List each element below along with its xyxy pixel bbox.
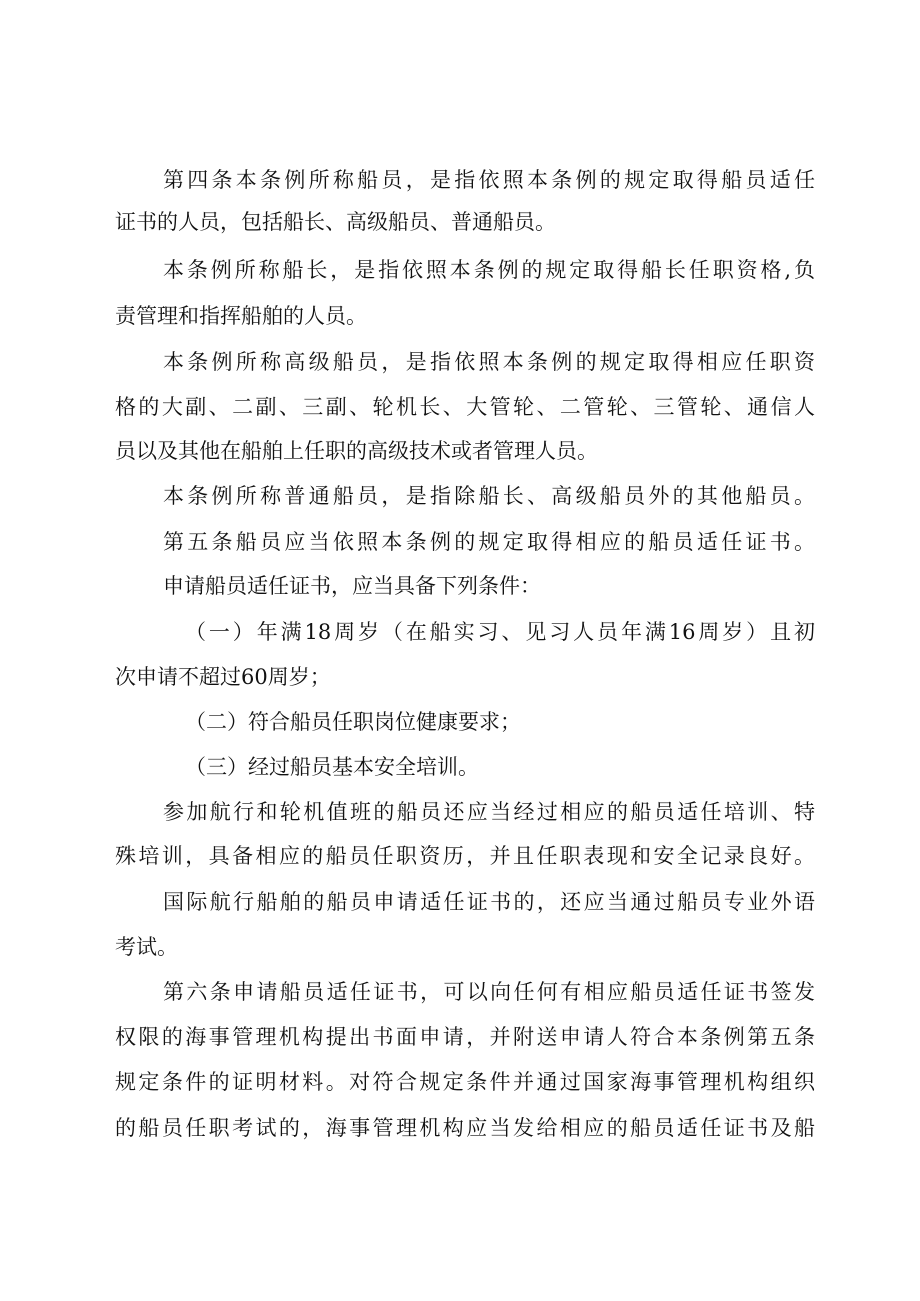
text-line: 的船员任职考试的，海事管理机构应当发给相应的船员适任证书及船 bbox=[115, 1116, 815, 1140]
text-line: （三）经过船员基本安全培训。 bbox=[185, 755, 479, 779]
text-line: （二）符合船员任职岗位健康要求； bbox=[185, 710, 521, 734]
text-line: 考试。 bbox=[115, 935, 178, 959]
text-line: 本条例所称船长，是指依照本条例的规定取得船长任职资格,负 bbox=[163, 258, 815, 282]
text-line: 申请船员适任证书，应当具备下列条件： bbox=[163, 574, 541, 598]
text-line: 国际航行船舶的船员申请适任证书的，还应当通过船员专业外语 bbox=[163, 890, 815, 914]
text-line: 规定条件的证明材料。对符合规定条件并通过国家海事管理机构组织 bbox=[115, 1070, 815, 1094]
text-line: 本条例所称普通船员，是指除船长、高级船员外的其他船员。 bbox=[163, 484, 815, 508]
text-line: （一）年满18周岁（在船实习、见习人员年满16周岁）且初 bbox=[185, 620, 815, 644]
text-line: 参加航行和轮机值班的船员还应当经过相应的船员适任培训、特 bbox=[163, 800, 815, 824]
text-line: 权限的海事管理机构提出书面申请，并附送申请人符合本条例第五条 bbox=[115, 1025, 815, 1049]
text-line: 格的大副、二副、三副、轮机长、大管轮、二管轮、三管轮、通信人 bbox=[115, 395, 815, 419]
text-line: 第六条申请船员适任证书，可以向任何有相应船员适任证书签发 bbox=[163, 980, 815, 1004]
text-line: 第四条本条例所称船员，是指依照本条例的规定取得船员适任 bbox=[163, 168, 815, 192]
text-line: 责管理和指挥船舶的人员。 bbox=[115, 304, 367, 328]
text-line: 员以及其他在船舶上任职的高级技术或者管理人员。 bbox=[115, 439, 598, 463]
text-line: 证书的人员，包括船长、高级船员、普通船员。 bbox=[115, 210, 556, 234]
text-line: 次申请不超过60周岁； bbox=[115, 665, 331, 689]
text-line: 本条例所称高级船员，是指依照本条例的规定取得相应任职资 bbox=[163, 350, 815, 374]
text-line: 第五条船员应当依照本条例的规定取得相应的船员适任证书。 bbox=[163, 530, 815, 554]
text-line: 殊培训，具备相应的船员任职资历，并且任职表现和安全记录良好。 bbox=[115, 844, 815, 868]
